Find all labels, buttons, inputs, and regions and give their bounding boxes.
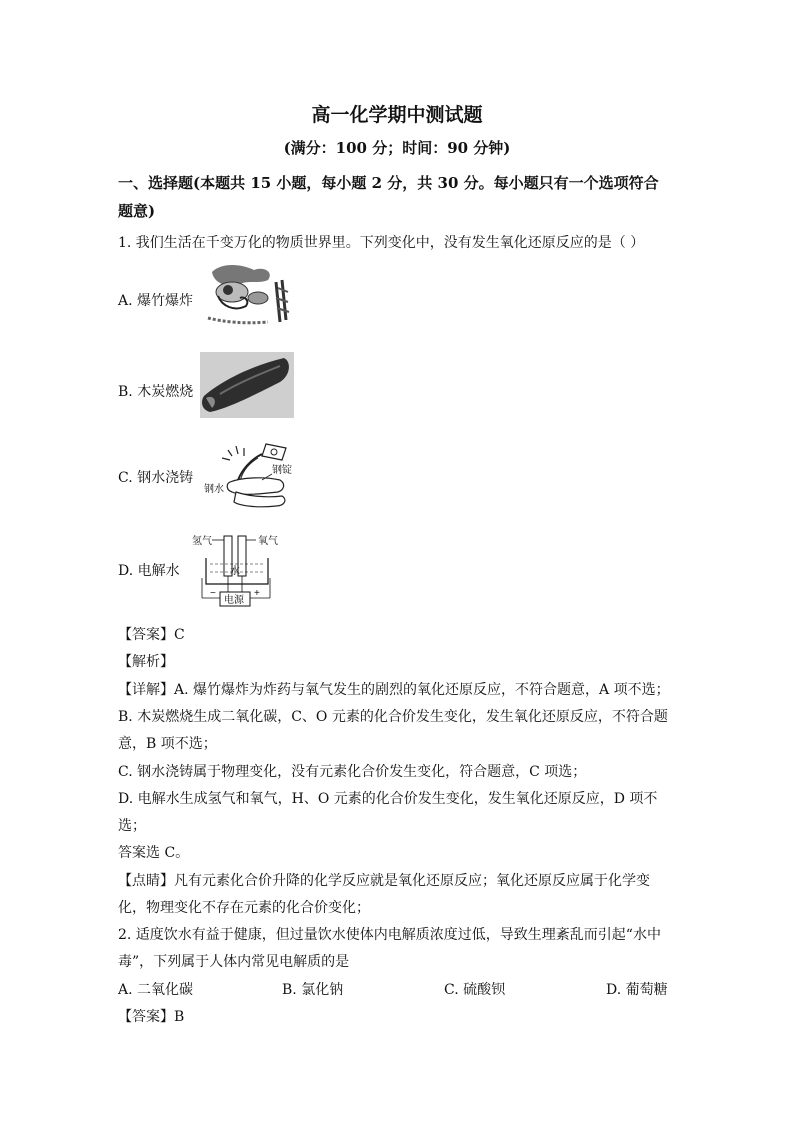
detail-line: 【详解】A. 爆竹爆炸为炸药与氧气发生的剧烈的氧化还原反应，不符合题意，A 项不选； — [118, 682, 670, 698]
plus-sign: + — [254, 588, 260, 599]
detail-line: 【点睛】凡有元素化合价升降的化学反应就是氧化还原反应；氧化还原反应属于化学变 — [118, 873, 650, 889]
molten-steel-label: 钢水 — [204, 484, 224, 495]
detail-line: 答案选 C。 — [118, 845, 190, 861]
choice-a: A. 二氧化碳 — [118, 982, 194, 998]
steel-casting-diagram — [200, 440, 296, 510]
detail-line: C. 钢水浇铸属于物理变化，没有元素化合价发生变化，符合题意，C 项选； — [118, 764, 587, 780]
electrolysis-diagram — [190, 532, 290, 610]
detail-line: 化，物理变化不存在元素的化合价变化； — [118, 900, 370, 916]
question-2-stem-cont: 毒”，下列属于人体内常见电解质的是 — [118, 954, 350, 970]
power-supply-label: 电源 — [224, 595, 244, 606]
section-heading-cont: 题意) — [118, 202, 156, 220]
option-a-label: A. 爆竹爆炸 — [118, 293, 194, 309]
choice-d: D. 葡萄糖 — [606, 982, 668, 998]
section-heading: 一、选择题(本题共 15 小题，每小题 2 分，共 30 分。每小题只有一个选项符合 — [118, 174, 659, 192]
choice-b: B. 氯化钠 — [282, 982, 344, 998]
option-d-label: D. 电解水 — [118, 563, 180, 579]
question-2-stem: 2. 适度饮水有益于健康，但过量饮水使体内电解质浓度过低，导致生理紊乱而引起“水中 — [118, 927, 661, 943]
answer-2: 【答案】B — [118, 1009, 185, 1025]
option-b-label: B. 木炭燃烧 — [118, 384, 194, 400]
detail-line: B. 木炭燃烧生成二氧化碳，C、O 元素的化合价发生变化，发生氧化还原反应，不符合题 — [118, 709, 668, 725]
hydrogen-label: 氢气 — [192, 536, 212, 547]
detail-line: 选； — [118, 818, 146, 834]
question-1-stem: 1. 我们生活在千变万化的物质世界里。下列变化中，没有发生氧化还原反应的是（ ） — [118, 235, 645, 251]
minus-sign: − — [210, 588, 216, 599]
detail-line: D. 电解水生成氢气和氧气，H、O 元素的化合价发生变化，发生氧化还原反应，D 项不 — [118, 791, 658, 807]
oxygen-label: 氧气 — [258, 536, 278, 547]
answer-1: 【答案】C — [118, 627, 185, 643]
page-title: 高一化学期中测试题 — [311, 104, 483, 126]
option-c-label: C. 钢水浇铸 — [118, 470, 194, 486]
charcoal-image — [200, 352, 294, 418]
firecracker-image — [204, 262, 296, 330]
steel-ingot-label: 钢锭 — [272, 465, 292, 476]
detail-line: 意，B 项不选； — [118, 736, 217, 752]
choice-c: C. 硫酸钡 — [444, 982, 506, 998]
water-label: 水 — [230, 566, 240, 577]
page-subtitle: (满分：100 分；时间：90 分钟) — [283, 139, 511, 157]
analysis-1: 【解析】 — [118, 654, 174, 670]
